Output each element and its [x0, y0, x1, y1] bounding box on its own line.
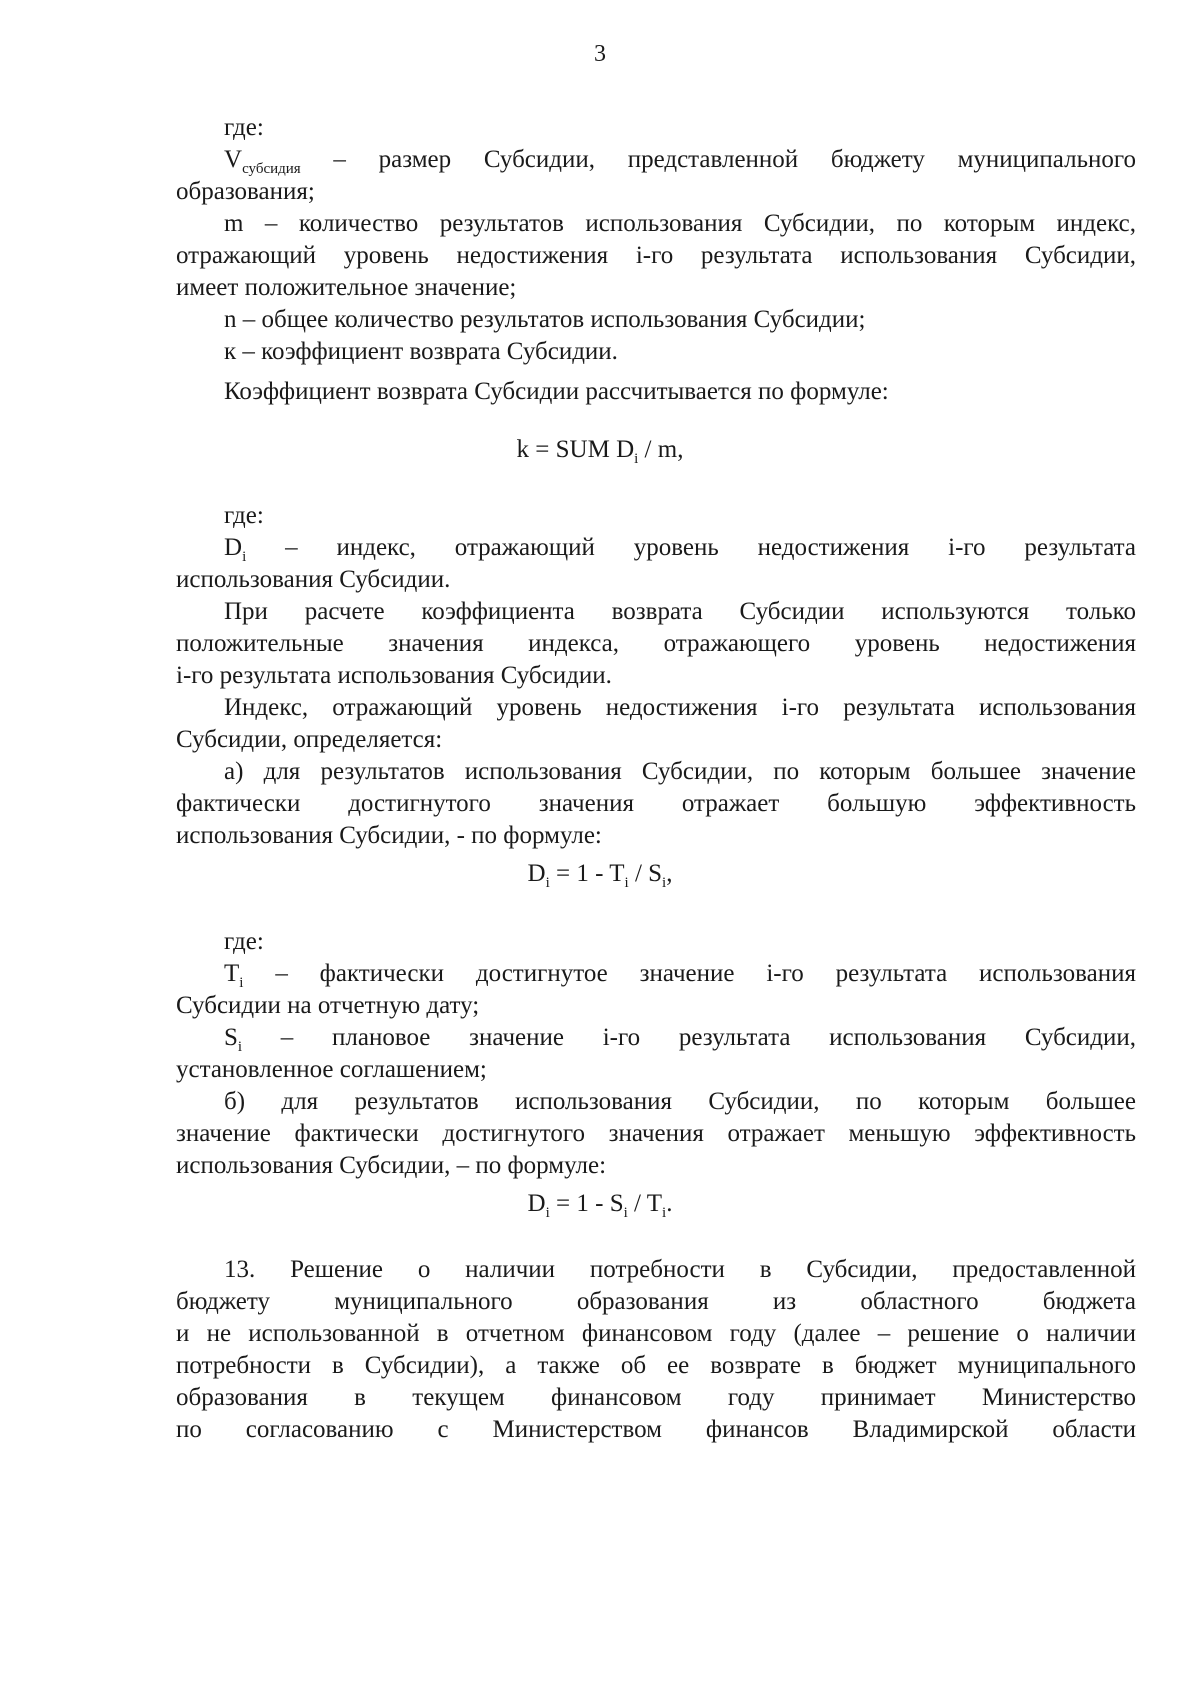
v-definition: [176, 144, 1136, 176]
paragraph-1-line-1: При расчете коэффициента возврата Субсидии используются только: [224, 598, 1136, 625]
item-a-line-3: использования Субсидии, - по формуле:: [176, 822, 602, 849]
t-definition: [176, 958, 1136, 990]
d-definition: [176, 532, 1136, 564]
paragraph-1-line-2: положительные значения индекса, отражающего уровень недостижения: [176, 630, 1136, 657]
where-label: где:: [224, 114, 264, 141]
t-subscript: i: [239, 975, 244, 991]
section-13-line-4: потребности в Субсидии), а также об ее возврате в бюджет муниципального: [176, 1352, 1136, 1379]
section-13-line-6: по согласованию с Министерством финансов Владимирской области: [176, 1416, 1136, 1443]
s-definition-cont: установленное соглашением;: [176, 1056, 487, 1083]
d-subscript: i: [242, 549, 247, 565]
n-definition: n – общее количество результатов использования Субсидии;: [224, 306, 866, 333]
formula-k-left: k = SUM D: [516, 436, 635, 463]
s-definition: [176, 1022, 1136, 1054]
formula-a-s-sub: i: [662, 875, 667, 891]
section-13-line-2: бюджету муниципального образования из областного бюджета: [176, 1288, 1136, 1315]
section-13-line-3: и не использованной в отчетном финансовом году (далее – решение о наличии: [176, 1320, 1136, 1347]
s-definition-text: – плановое значение i-го результата использования Субсидии,: [242, 1024, 1136, 1051]
v-definition-cont: образования;: [176, 178, 315, 205]
item-b-line-3: использования Субсидии, – по формуле:: [176, 1152, 607, 1179]
v-definition-text: – размер Субсидии, представленной бюджету муниципального: [300, 146, 1136, 173]
m-definition-line-2: отражающий уровень недостижения i-го результата использования Субсидии,: [176, 242, 1136, 269]
d-definition-text: – индекс, отражающий уровень недостижения i-го результата: [246, 534, 1136, 561]
d-definition-cont: использования Субсидии.: [176, 566, 451, 593]
item-a-line-1: а) для результатов использования Субсидии, по которым большее значение: [224, 758, 1136, 785]
m-definition-line-1: m – количество результатов использования Субсидии, по которым индекс,: [224, 210, 1136, 237]
formula-a-d-sub: i: [545, 875, 550, 891]
v-subscript: субсидия: [242, 161, 301, 177]
formula-a-d: D: [527, 860, 546, 887]
where-label-2: где:: [224, 502, 264, 529]
formula-a: [0, 858, 1200, 890]
formula-b-d: D: [527, 1190, 546, 1217]
paragraph-2-line-2: Субсидии, определяется:: [176, 726, 443, 753]
definitions-block-1: [176, 112, 1136, 368]
formula-k: [0, 434, 1200, 466]
formula-a-t-sub: i: [624, 875, 629, 891]
section-13-line-5: образования в текущем финансовом году принимает Министерство: [176, 1384, 1136, 1411]
formula-a-end: ,: [666, 860, 673, 887]
coefficient-intro: Коэффициент возврата Субсидии рассчитывается по формуле:: [224, 378, 889, 405]
item-a-line-2: фактически достигнутого значения отражает большую эффективность: [176, 790, 1136, 817]
section-13: [176, 1254, 1136, 1446]
s-subscript: i: [237, 1039, 243, 1055]
section-13-line-1: 13. Решение о наличии потребности в Субсидии, предоставленной: [224, 1256, 1136, 1283]
where-label-3: где:: [224, 928, 264, 955]
t-definition-text: – фактически достигнутое значение i-го результата использования: [243, 960, 1136, 987]
formula-b: [0, 1188, 1200, 1220]
k-definition: к – коэффициент возврата Субсидии.: [224, 338, 618, 365]
v-symbol: V: [224, 146, 243, 173]
m-definition-line-3: имеет положительное значение;: [176, 274, 517, 301]
formula-b-d-sub: i: [545, 1205, 550, 1221]
formula-b-t-sub: i: [662, 1205, 667, 1221]
paragraph-1-line-3: i-го результата использования Субсидии.: [176, 662, 612, 689]
page-number: 3: [594, 41, 606, 67]
item-b-line-1: б) для результатов использования Субсидии, по которым большее: [224, 1088, 1136, 1115]
formula-b-s-sub: i: [623, 1205, 628, 1221]
t-symbol: T: [224, 960, 240, 987]
formula-k-right: / m,: [638, 436, 684, 463]
formula-b-mid: = 1 - S: [549, 1190, 624, 1217]
formula-a-mid: = 1 - T: [549, 860, 625, 887]
formula-b-end: .: [666, 1190, 673, 1217]
d-symbol: D: [224, 534, 243, 561]
formula-b-slash: / T: [627, 1190, 663, 1217]
s-symbol: S: [224, 1024, 238, 1051]
item-b-line-2: значение фактически достигнутого значения отражает меньшую эффективность: [176, 1120, 1136, 1147]
formula-a-slash: / S: [628, 860, 663, 887]
t-definition-cont: Субсидии на отчетную дату;: [176, 992, 480, 1019]
paragraph-2-line-1: Индекс, отражающий уровень недостижения i-го результата использования: [224, 694, 1136, 721]
formula-k-sub: i: [634, 451, 639, 467]
definitions-block-2: [176, 500, 1136, 852]
definitions-block-3: [176, 926, 1136, 1182]
